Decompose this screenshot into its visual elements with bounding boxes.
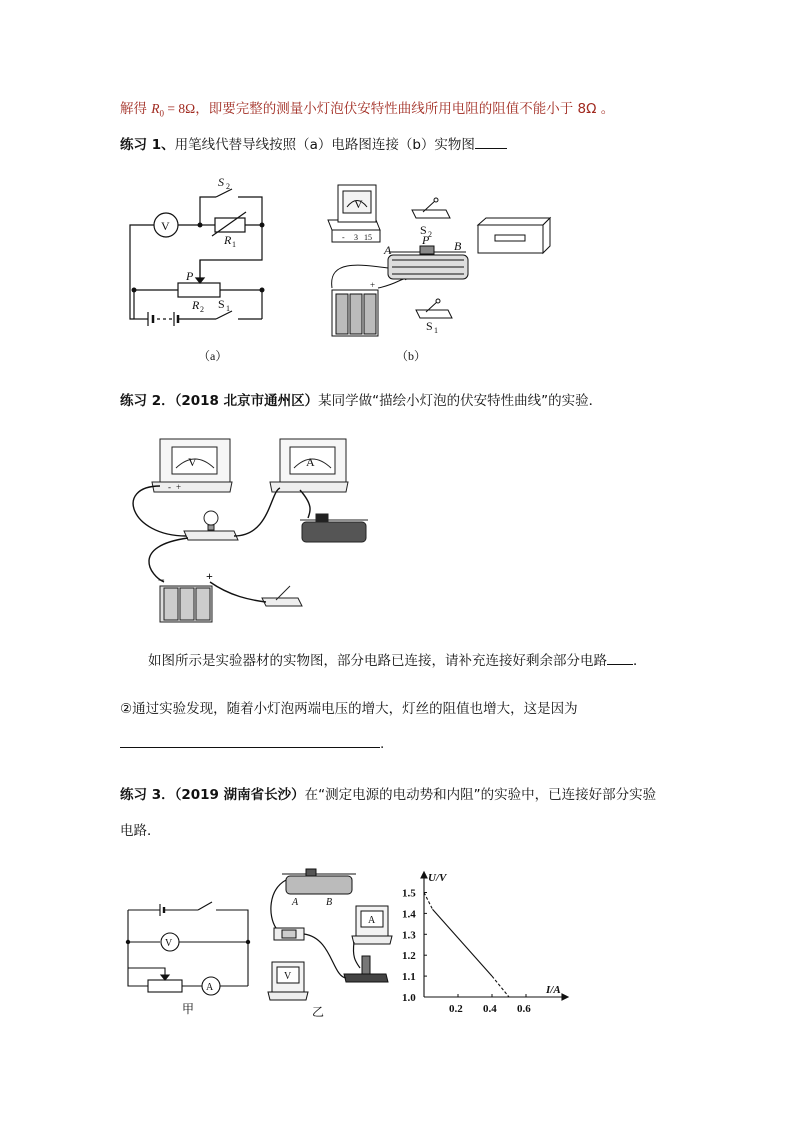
y-axis-arrow	[421, 872, 427, 878]
yi-b-end-label: B	[326, 897, 333, 908]
ex2-apparatus-figure	[120, 436, 372, 624]
b-s1-label: S	[426, 319, 433, 333]
s1-sub: 1	[226, 304, 230, 313]
series-line-segment	[492, 976, 509, 997]
y-tick-label: 1.5	[402, 887, 416, 900]
fig-a-caption: （a）	[198, 349, 228, 363]
ex1-circuit-diagram-a	[120, 172, 280, 372]
b-plus: +	[370, 280, 376, 290]
ex2-q2-answer-line	[120, 733, 384, 754]
var-r: R	[151, 101, 160, 116]
y-tick-label: 1.0	[402, 992, 416, 1004]
ex1-text: 用笔线代替导线按照（a）电路图连接（b）实物图	[174, 137, 475, 153]
equation: = 8Ω	[164, 101, 196, 116]
ex2-text: 某同学做“描绘小灯泡的伏安特性曲线”的实验．	[318, 393, 603, 409]
b-p-label: P	[422, 233, 430, 247]
b-s1-sub: 1	[434, 326, 438, 335]
b-fifteen: 15	[364, 233, 372, 242]
ex2-battery-minus: −	[158, 573, 165, 587]
y-tick-label: 1.1	[402, 971, 416, 984]
yi-caption: 乙	[312, 1005, 325, 1018]
p-label: P	[186, 269, 194, 283]
b-voltmeter-label: V	[354, 197, 363, 211]
ex3-ui-chart	[400, 866, 570, 1018]
jia-ammeter-label: A	[206, 982, 214, 993]
x-tick-label: 0.6	[517, 1003, 531, 1015]
b-s2-sub: 2	[428, 230, 432, 239]
r2-sub: 2	[200, 305, 204, 314]
ex3-source: （2019 湖南省长沙）	[174, 787, 305, 803]
jia-voltmeter-label: V	[165, 938, 173, 949]
x-axis-label: I/A	[546, 984, 561, 996]
ex2-q1-blank[interactable]	[607, 650, 633, 665]
ex1-title: 练习 1、	[120, 137, 175, 153]
ex2-q2	[120, 699, 578, 719]
var-r-sub: 0	[159, 108, 165, 119]
ex3-apparatus-yi	[262, 866, 400, 1018]
ex2-source: （2018 北京市通州区）	[174, 393, 319, 409]
yi-a-end-label: A	[292, 897, 299, 908]
conclusion-rest: ，即要完整的测量小灯泡伏安特性曲线所用电阻的阻值不能小于 8Ω 。	[195, 101, 615, 117]
ex3-circuit-jia	[120, 892, 256, 1018]
ex2-voltmeter-label: V	[188, 455, 197, 469]
ex2-q2-blank[interactable]	[120, 733, 380, 748]
ex3-title: 练习 3．	[120, 787, 175, 803]
ex2-ammeter-label: A	[306, 455, 315, 469]
b-three: 3	[354, 233, 358, 242]
ex3-text: 在“测定电源的电动势和内阻”的实验中，已连接好部分实验	[304, 787, 657, 803]
ex1-apparatus-b	[318, 180, 558, 370]
ex1-blank[interactable]	[475, 134, 507, 149]
ex1-heading	[120, 134, 507, 155]
r2-label: R	[192, 298, 200, 312]
s2-label: S	[218, 175, 224, 189]
yi-voltmeter-label: V	[284, 971, 292, 982]
ex2-q1-text: 如图所示是实验器材的实物图，部分电路已连接，请补充连接好剩余部分电路	[148, 653, 607, 669]
x-tick-label: 0.4	[483, 1003, 497, 1015]
r1-sub: 1	[232, 240, 236, 249]
y-tick-label: 1.3	[402, 929, 416, 942]
ex2-q1-end: ．	[633, 653, 647, 669]
yi-ammeter-label: A	[368, 915, 376, 926]
s2-sub: 2	[226, 182, 230, 191]
ex3-heading	[120, 785, 656, 805]
voltmeter-label: V	[161, 219, 170, 233]
ex2-q1	[148, 650, 647, 671]
y-axis-label: U/V	[428, 872, 447, 884]
x-tick-label: 0.2	[449, 1003, 463, 1015]
ex2-heading	[120, 391, 602, 411]
x-axis-arrow	[562, 994, 568, 1000]
y-tick-label: 1.4	[402, 908, 416, 921]
conclusion-line	[120, 99, 614, 124]
series-line-segment	[424, 893, 433, 910]
ex2-q2-end: .	[380, 736, 385, 752]
b-a-label: A	[384, 243, 392, 257]
y-tick-label: 1.2	[402, 950, 416, 963]
ex2-q2-text: ②通过实验发现，随着小灯泡两端电压的增大，灯丝的阻值也增大，这是因为	[120, 701, 578, 717]
s1-label: S	[218, 297, 225, 311]
fig-b-caption: （b）	[396, 349, 427, 363]
ex2-title: 练习 2．	[120, 393, 175, 409]
b-b-label: B	[454, 239, 462, 253]
conclusion-prefix: 解得	[120, 101, 152, 117]
ex2-v-minus: -	[168, 482, 171, 492]
b-minus: -	[342, 233, 345, 242]
b-s2-label: S	[420, 223, 427, 237]
ex3-text2: 电路．	[120, 823, 161, 839]
ex2-battery-plus: +	[206, 569, 213, 583]
jia-caption: 甲	[182, 1002, 195, 1016]
series-line-segment	[433, 909, 493, 976]
r1-label: R	[224, 233, 232, 247]
ex2-v-plus: +	[176, 482, 182, 492]
